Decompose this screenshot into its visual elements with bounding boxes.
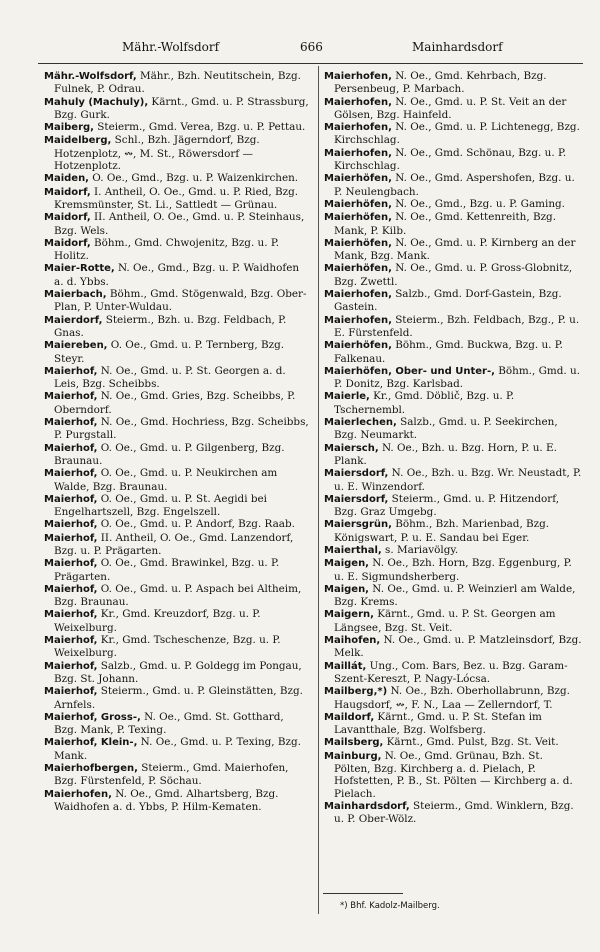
entry-text: Böhm., Gmd. u. P. Donitz, Bzg. Karlsbad. — [334, 364, 580, 391]
entry-text: N. Oe., Bzh. Oberhollabrunn, Bzg. Haugsdorf, ↭, F. N., Laa — Zellerndorf, T. — [334, 685, 570, 711]
running-header — [0, 40, 600, 62]
entry-text: N. Oe., Gmd. u. P. Gross-Globnitz, Bzg. Zwettl. — [334, 262, 573, 288]
entry-text: N. Oe., Gmd. Grünau, Bzh. St. Pölten, Bzg. Kirchberg a. d. Pielach, P. Hofstetten, P. B., St. Pölten — Kirchberg a. d. Pielach. — [334, 749, 573, 800]
entry-headword: Maierhofen, — [324, 289, 392, 301]
entry-headword: Maierhof, — [44, 391, 98, 403]
gazetteer-entry — [324, 237, 582, 263]
gazetteer-entry — [44, 121, 310, 134]
entry-text: N. Oe., Gmd. Kehrbach, Bzg. Persenbeug, P. Marbach. — [334, 70, 547, 96]
gazetteer-entry — [44, 70, 310, 96]
gazetteer-entry — [44, 172, 310, 185]
entry-text: O. Oe., Gmd. u. P. Andorf, Bzg. Raab. — [97, 518, 295, 531]
entry-text: Salzb., Gmd. u. P. Seekirchen, Bzg. Neumarkt. — [334, 416, 558, 442]
entry-text: Kärnt., Gmd. u. P. Strassburg, Bzg. Gurk. — [54, 95, 309, 121]
entry-text: Steierm., Bzh. Feldbach, Bzg., P. u. E. Fürstenfeld. — [334, 313, 580, 339]
gazetteer-entry — [44, 390, 310, 416]
entry-headword: Maigen, — [324, 558, 369, 570]
entry-text: Kr., Gmd. Kreuzdorf, Bzg. u. P. Weixelburg. — [54, 608, 261, 634]
entry-text: N. Oe., Gmd. u. P. St. Veit an der Gölsen, Bzg. Hainfeld. — [334, 95, 567, 121]
gazetteer-entry — [44, 685, 310, 711]
gazetteer-entry — [324, 198, 582, 211]
entry-text: Böhm., Gmd. Buckwa, Bzg. u. P. Falkenau. — [334, 339, 563, 365]
entry-headword: Maierhöfen, — [324, 198, 392, 210]
entry-text: II. Antheil, O. Oe., Gmd. u. P. Steinhaus, Bzg. Wels. — [54, 211, 305, 237]
gazetteer-entry — [324, 608, 582, 634]
entry-text: N. Oe., Gmd. Aspershofen, Bzg. u. P. Neulengbach. — [334, 172, 575, 198]
entry-headword: Maierhof, — [44, 468, 98, 480]
entry-headword: Maigen, — [324, 583, 369, 595]
gazetteer-entry — [44, 788, 310, 814]
entry-text: N. Oe., Gmd. u. P. St. Georgen a. d. Leis, Bzg. Scheibbs. — [54, 364, 286, 391]
entry-headword: Mainhardsdorf, — [324, 800, 410, 812]
entry-text: N. Oe., Gmd. u. P. Kirnberg an der Mank, Bzg. Mank. — [334, 236, 576, 263]
gazetteer-entry — [324, 442, 582, 468]
gazetteer-entry — [324, 660, 582, 686]
entry-text: N. Oe., Gmd. u. P. Lichtenegg, Bzg. Kirchschlag. — [334, 121, 580, 147]
entry-text: O. Oe., Gmd. u. P. Neukirchen am Walde, Bzg. Braunau. — [54, 467, 278, 493]
gazetteer-entry — [324, 365, 582, 391]
entry-text: N. Oe., Bzh. Horn, Bzg. Eggenburg, P. u. E. Sigmundsherberg. — [334, 557, 572, 583]
entry-text: Steierm., Gmd. Verea, Bzg. u. P. Pettau. — [93, 121, 306, 134]
entry-headword: Maiden, — [44, 173, 89, 185]
entry-text: Steierm., Gmd. Maierhofen, Bzg. Fürstenfeld, P. Söchau. — [54, 762, 289, 788]
entry-headword: Maillát, — [324, 660, 367, 672]
entry-headword: Maiereben, — [44, 340, 108, 352]
entry-text: N. Oe., Bzh. u. Bzg. Wr. Neustadt, P. u. E. Winzendorf. — [334, 467, 582, 493]
gazetteer-entry — [324, 121, 582, 147]
entry-headword: Maierhofbergen, — [44, 763, 138, 775]
entry-text: O. Oe., Gmd. u. P. Aspach bei Altheim, Bzg. Braunau. — [54, 582, 302, 609]
header-left: Mähr.-Wolfsdorf — [122, 40, 220, 54]
entry-headword: Maiersdorf, — [324, 493, 389, 505]
gazetteer-entry — [324, 736, 582, 749]
entry-text: Böhm., Bzh. Marienbad, Bzg. Königswart, P. u. E. Sandau bei Eger. — [334, 518, 550, 544]
gazetteer-entry — [324, 416, 582, 442]
entry-text: Schl., Bzh. Jägerndorf, Bzg. Hotzenplotz, ↭, M. St., Röwersdorf — Hotzenplotz. — [54, 134, 260, 173]
entry-headword: Maierhof, — [44, 660, 98, 672]
entry-text: N. Oe., Gmd., Bzg. u. P. Waidhofen a. d. Ybbs. — [54, 262, 300, 288]
entry-text: O. Oe., Gmd., Bzg. u. P. Waizenkirchen. — [89, 172, 299, 185]
entry-text: N. Oe., Gmd. u. P. Matzleinsdorf, Bzg. Melk. — [334, 634, 582, 660]
entry-headword: Maierle, — [324, 391, 370, 403]
entry-headword: Maierhof, — [44, 609, 98, 621]
gazetteer-entry — [324, 634, 582, 660]
entry-headword: Maiersdorf, — [324, 468, 389, 480]
entry-text: N. Oe., Bzh. u. Bzg. Horn, P. u. E. Plank. — [334, 441, 557, 467]
entry-headword: Maierhof, — [44, 635, 98, 647]
entry-text: Böhm., Gmd. Stögenwald, Bzg. Ober-Plan, P. Unter-Wuldau. — [54, 288, 307, 314]
entry-headword: Mailsberg, — [324, 737, 384, 749]
entry-headword: Maierhöfen, Ober- und Unter-, — [324, 365, 495, 377]
entry-text: Kärnt., Gmd. Pulst, Bzg. St. Veit. — [383, 736, 559, 749]
gazetteer-entry — [44, 634, 310, 660]
entry-text: N. Oe., Gmd., Bzg. u. P. Gaming. — [391, 197, 565, 210]
entry-headword: Maierhöfen, — [324, 263, 392, 275]
entry-headword: Maierlechen, — [324, 417, 397, 429]
entry-headword: Maigern, — [324, 609, 374, 621]
entry-text: N. Oe., Gmd. Alhartsberg, Bzg. Waidhofen a. d. Ybbs, P. Hilm-Kematen. — [54, 787, 279, 813]
gazetteer-entry — [324, 583, 582, 609]
entry-text: O. Oe., Gmd. Brawinkel, Bzg. u. P. Prägarten. — [54, 557, 280, 583]
gazetteer-entry — [44, 467, 310, 493]
entry-headword: Maierhöfen, — [324, 237, 392, 249]
entry-text: N. Oe., Gmd. Schönau, Bzg. u. P. Kirchschlag. — [334, 146, 567, 173]
gazetteer-entry — [44, 211, 310, 237]
entry-text: Salzb., Gmd. u. P. Goldegg im Pongau, Bzg. St. Johann. — [54, 659, 302, 685]
gazetteer-entry — [44, 314, 310, 340]
entry-headword: Maildorf, — [324, 711, 375, 723]
entry-text: Böhm., Gmd. Chwojenitz, Bzg. u. P. Holitz. — [54, 236, 280, 263]
entry-headword: Maierhof, — [44, 365, 98, 377]
entry-headword: Maierhof, — [44, 417, 98, 429]
header-right: Mainhardsdorf — [412, 40, 503, 54]
gazetteer-entry — [44, 557, 310, 583]
gazetteer-entry — [44, 186, 310, 212]
gazetteer-entry — [44, 365, 310, 391]
gazetteer-entry — [324, 493, 582, 519]
entry-headword: Maierhofen, — [324, 122, 392, 134]
entry-headword: Maierhofen, — [44, 788, 112, 800]
gazetteer-entry — [44, 762, 310, 788]
gazetteer-entry — [324, 288, 582, 314]
entry-text: N. Oe., Gmd. Gries, Bzg. Scheibbs, P. Oberndorf. — [54, 390, 296, 416]
header-rule — [38, 63, 583, 64]
entry-headword: Maiersch, — [324, 442, 379, 454]
entry-text: Salzb., Gmd. Dorf-Gastein, Bzg. Gastein. — [334, 288, 562, 314]
entry-headword: Maidorf, — [44, 212, 91, 224]
entry-headword: Maierhof, — [44, 519, 98, 531]
gazetteer-entry — [44, 416, 310, 442]
gazetteer-entry — [324, 750, 582, 800]
gazetteer-entry — [44, 262, 310, 288]
entry-headword: Maierhof, Klein-, — [44, 737, 138, 749]
entry-text: O. Oe., Gmd. u. P. Ternberg, Bzg. Steyr. — [54, 339, 285, 365]
entry-headword: Mahuly (Machuly), — [44, 96, 149, 108]
entry-headword: Maiberg, — [44, 122, 94, 134]
entry-headword: Maierhofen, — [324, 96, 392, 108]
gazetteer-entry — [324, 544, 582, 557]
entry-headword: Maiersgrün, — [324, 519, 392, 531]
entry-text: O. Oe., Gmd. u. P. St. Aegidi bei Engelhartszell, Bzg. Engelszell. — [54, 492, 267, 519]
gazetteer-entry — [44, 608, 310, 634]
entry-headword: Maierhofen, — [324, 71, 392, 82]
entry-text: Steierm., Bzh. u. Bzg. Feldbach, P. Gnas. — [54, 313, 287, 339]
entry-text: II. Antheil, O. Oe., Gmd. Lanzendorf, Bzg. u. P. Prägarten. — [54, 531, 294, 557]
page-number: 666 — [300, 40, 323, 54]
entry-headword: Mainburg, — [324, 750, 382, 762]
gazetteer-entry — [324, 557, 582, 583]
gazetteer-entry — [44, 532, 310, 558]
entry-headword: Mailberg,*) — [324, 686, 388, 698]
gazetteer-entry — [324, 800, 582, 826]
gazetteer-entry — [324, 390, 582, 416]
gazetteer-entry — [324, 96, 582, 122]
entry-text: Kr., Gmd. Tscheschenze, Bzg. u. P. Weixelburg. — [54, 634, 281, 660]
entry-headword: Maierhof, — [44, 493, 98, 505]
gazetteer-entry — [44, 96, 310, 122]
column-divider — [318, 66, 319, 914]
entry-text: N. Oe., Gmd. u. P. Weinzierl am Walde, Bzg. Krems. — [334, 582, 576, 609]
entry-text: Steierm., Gmd. Winklern, Bzg. u. P. Ober-Wölz. — [334, 799, 574, 826]
footnote: *) Bhf. Kadolz-Mailberg. — [340, 901, 440, 911]
gazetteer-entry — [44, 237, 310, 263]
gazetteer-entry — [324, 211, 582, 237]
gazetteer-entry — [44, 736, 310, 762]
entry-text: Ung., Com. Bars, Bez. u. Bzg. Garam-Szent-Kereszt, P. Nagy-Lócsa. — [334, 659, 568, 685]
entry-text: N. Oe., Gmd. St. Gotthard, Bzg. Mank, P. Texing. — [54, 710, 284, 737]
gazetteer-entry — [324, 147, 582, 173]
entry-headword: Maierhöfen, — [324, 212, 392, 224]
entry-text: N. Oe., Gmd. u. P. Texing, Bzg. Mank. — [54, 736, 301, 762]
gazetteer-entry — [44, 134, 310, 172]
gazetteer-entry — [324, 172, 582, 198]
gazetteer-entry — [324, 314, 582, 340]
entry-headword: Maierdorf, — [44, 314, 103, 326]
entry-headword: Maidelberg, — [44, 135, 112, 147]
entry-headword: Maierhof, Gross-, — [44, 711, 141, 723]
entry-headword: Maierhof, — [44, 532, 98, 544]
gazetteer-entry — [44, 288, 310, 314]
entry-text: Kärnt., Gmd. u. P. St. Georgen am Längsee, Bzg. St. Veit. — [334, 608, 556, 634]
gazetteer-entry — [324, 518, 582, 544]
gazetteer-entry — [44, 339, 310, 365]
gazetteer-entry — [44, 711, 310, 737]
gazetteer-entry — [44, 583, 310, 609]
entry-text: Mähr., Bzh. Neutitschein, Bzg. Fulnek, P. Odrau. — [54, 70, 301, 96]
entry-headword: Maierhöfen, — [324, 173, 392, 185]
entry-headword: Maierhof, — [44, 442, 98, 454]
entry-text: s. Mariavölgy. — [381, 543, 459, 556]
gazetteer-entry — [324, 339, 582, 365]
entry-headword: Maier-Rotte, — [44, 263, 115, 275]
entry-headword: Maidorf, — [44, 186, 91, 198]
entry-headword: Maihofen, — [324, 635, 381, 647]
footnote-rule — [323, 893, 403, 894]
entry-headword: Maierthal, — [324, 544, 382, 556]
entry-headword: Maierhöfen, — [324, 340, 392, 352]
entry-headword: Maierbach, — [44, 289, 107, 301]
left-column — [44, 70, 310, 813]
entry-headword: Maidorf, — [44, 237, 91, 249]
gazetteer-entry — [324, 467, 582, 493]
entry-headword: Mähr.-Wolfsdorf, — [44, 71, 137, 82]
gazetteer-entry — [324, 685, 582, 711]
entry-text: Kärnt., Gmd. u. P. St. Stefan im Lavantthale, Bzg. Wolfsberg. — [334, 710, 542, 737]
entry-headword: Maierhof, — [44, 686, 98, 698]
entry-text: Kr., Gmd. Döblič, Bzg. u. P. Tschernembl. — [334, 390, 515, 416]
gazetteer-entry — [44, 660, 310, 686]
entry-text: N. Oe., Gmd. Hochriess, Bzg. Scheibbs, P. Purgstall. — [54, 416, 309, 442]
gazetteer-entry — [44, 493, 310, 519]
gazetteer-entry — [44, 518, 310, 531]
entry-text: O. Oe., Gmd. u. P. Gilgenberg, Bzg. Braunau. — [54, 441, 285, 467]
gazetteer-entry — [324, 70, 582, 96]
entry-headword: Maierhof, — [44, 583, 98, 595]
gazetteer-entry — [44, 442, 310, 468]
entry-headword: Maierhof, — [44, 558, 98, 570]
entry-text: I. Antheil, O. Oe., Gmd. u. P. Ried, Bzg. Kremsmünster, St. Li., Sattledt — Grünau. — [54, 185, 299, 211]
entry-text: N. Oe., Gmd. Kettenreith, Bzg. Mank, P. Kilb. — [334, 211, 557, 237]
gazetteer-entry — [324, 262, 582, 288]
gazetteer-entry — [324, 711, 582, 737]
right-column — [324, 70, 582, 826]
entry-headword: Maierhofen, — [324, 314, 392, 326]
entry-text: Steierm., Gmd. u. P. Hitzendorf, Bzg. Graz Umgebg. — [334, 492, 560, 519]
entry-headword: Maierhofen, — [324, 147, 392, 159]
entry-text: Steierm., Gmd. u. P. Gleinstätten, Bzg. Arnfels. — [54, 685, 303, 711]
